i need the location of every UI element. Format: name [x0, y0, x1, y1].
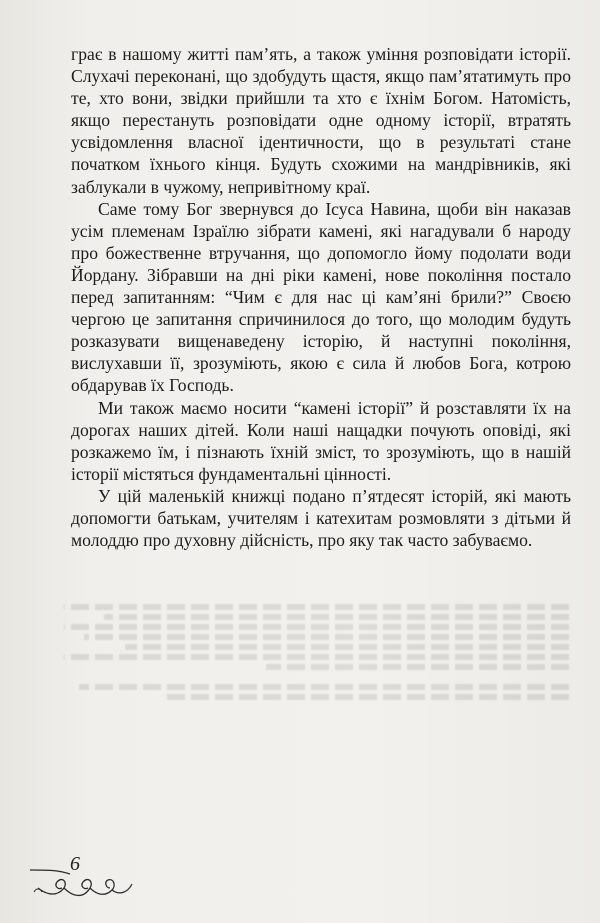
show-through-text	[64, 600, 569, 704]
body-text	[71, 43, 571, 551]
paragraph-2: Саме тому Бог звернувся до Ісуса Навина, щоби він наказав усім племенам Ізраїлю зібрати камені, які нагадували б народу про божественне втручання, що допомогло йому подолати води Йордану. Зібравши на дні ріки камені, нове покоління постало перед запитанням: “Чим є для нас ці кам’яні брили?” Своєю чергою це запитання спричинилося до того, що молодим будуть розказувати вищенаведену історію, й наступні покоління, вислухавши її, зрозуміють, якою є сила й любов Бога, котрою обдарував їх Господь.	[71, 198, 571, 396]
paragraph-4: У цій маленькій книжці подано п’ятдесят історій, які мають допомогти батькам, учителям і катехитам розмовляти з дітьми й молоддю про духовну дійсність, про яку так часто забуваємо.	[71, 485, 571, 551]
flourish-ornament-icon	[28, 862, 138, 906]
page-number: 6	[70, 853, 80, 875]
paragraph-3: Ми також маємо носити “камені історії” й розставляти їх на дорогах наших дітей. Коли наші нащадки почують оповіді, які розкажемо їм, і пізнають їхній зміст, то зрозуміють, що в нашій історії містяться фундаментальні цінності.	[71, 397, 571, 484]
paragraph-1: грає в нашому житті пам’ять, а також уміння розповідати історії. Слухачі переконані, що здобудуть щастя, якщо пам’ятатимуть про те, хто вони, звідки прийшли та хто є їхнім Богом. Натомість, якщо перестануть розповідати одне одному історії, втратять усвідомлення власної ідентичности, що в результаті стане початком їхнього кінця. Будуть схожими на мандрівників, які заблукали в чужому, непривітному краї.	[71, 44, 571, 197]
